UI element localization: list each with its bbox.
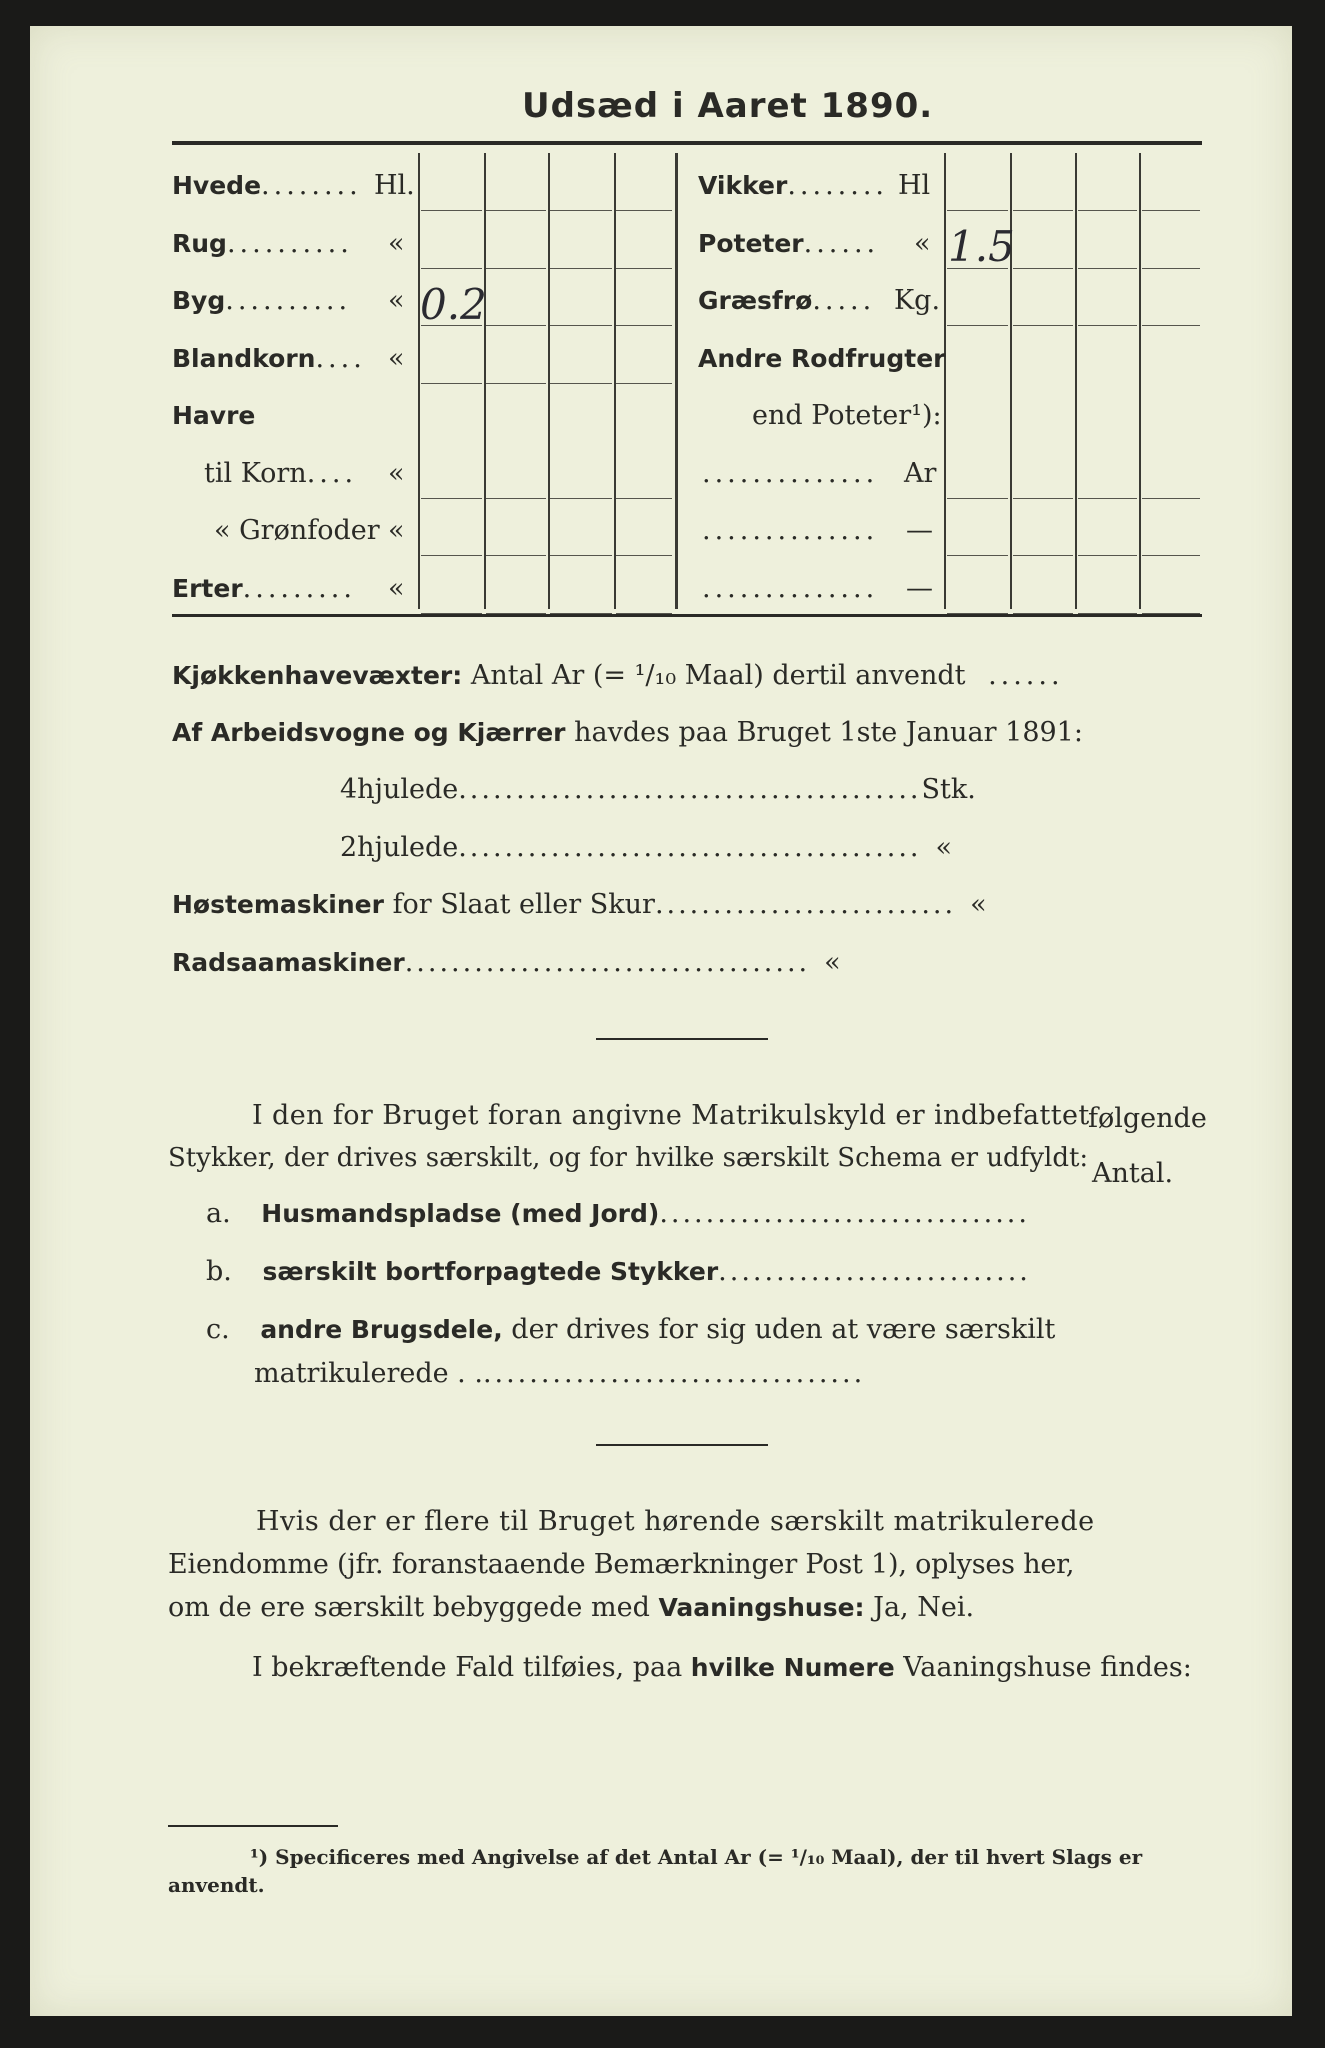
- right-col-divider-4: [1139, 153, 1141, 609]
- right-row-dots: ......: [803, 228, 880, 259]
- right-row-unit: —: [906, 573, 933, 604]
- left-row-unit: «: [388, 343, 405, 374]
- left-col-divider-4: [614, 153, 616, 609]
- left-row-dots: ..........: [226, 228, 353, 259]
- page-title: Udsæd i Aaret 1890.: [522, 86, 934, 126]
- para1-line2: Stykker, der drives særskilt, og for hvilke særskilt Schema er udfyldt:: [168, 1143, 1089, 1173]
- para2-line3c: Ja, Nei.: [873, 1592, 975, 1623]
- left-row-label: til Korn: [204, 458, 307, 489]
- item-c: [206, 1314, 1055, 1345]
- center-divider: [675, 153, 678, 609]
- para3-b: hvilke Numere: [690, 1653, 895, 1682]
- left-col-divider-1: [418, 153, 420, 609]
- left-cell-line: [550, 210, 612, 211]
- left-cell-line: [486, 210, 546, 211]
- left-cell-line: [486, 555, 546, 556]
- para3-a: I bekræftende Fald tilføies, paa: [252, 1652, 683, 1683]
- left-cell-line: [486, 268, 546, 269]
- left-row-dots: .........: [242, 573, 356, 604]
- right-cell-line: [1078, 555, 1137, 556]
- item-c-cont-dots: .................................: [482, 1358, 866, 1389]
- kjokken-bold: Kjøkkenhavevæxter:: [172, 661, 463, 690]
- left-cell-line: [550, 383, 612, 384]
- hjul2-dots: ........................................: [458, 832, 922, 863]
- right-cell-line: [1078, 268, 1137, 269]
- left-row-label: Havre: [172, 401, 256, 430]
- left-cell-line: [616, 383, 672, 384]
- right-row-dots: .....: [812, 285, 876, 316]
- left-cell-line: [486, 383, 546, 384]
- separator-2: [596, 1444, 768, 1446]
- left-row: [172, 170, 362, 201]
- right-row-label: end Poteter¹):: [752, 400, 942, 431]
- kjokken-dots: ......: [988, 660, 1064, 691]
- right-row: [752, 400, 942, 431]
- table-bottom-rule: [172, 614, 1202, 617]
- right-row-dots: ..............: [702, 515, 879, 546]
- item-c-letter: c.: [206, 1314, 230, 1345]
- left-cell-line: [616, 325, 672, 326]
- left-cell-line: [421, 613, 482, 614]
- left-row-dots: ..........: [225, 285, 352, 316]
- left-cell-line: [616, 613, 672, 614]
- right-cell-line: [1013, 325, 1073, 326]
- left-cell-line: [421, 210, 482, 211]
- left-row: [172, 228, 353, 259]
- left-row-dots: ....: [306, 458, 358, 489]
- right-cell-line: [1013, 555, 1073, 556]
- right-row-unit: Kg.: [894, 285, 941, 316]
- left-cell-line: [616, 555, 672, 556]
- right-cell-line: [1142, 210, 1200, 211]
- right-row-label: Poteter: [698, 229, 804, 258]
- right-cell-line: [1013, 210, 1073, 211]
- right-cell-line: [1013, 268, 1073, 269]
- kjokken-line: [172, 660, 1064, 691]
- left-cell-line: [550, 268, 612, 269]
- hoste-text: for Slaat eller Skur: [392, 889, 655, 920]
- right-col-divider-1: [944, 153, 946, 609]
- item-c-cont-text: matrikulerede . .: [254, 1358, 483, 1389]
- item-a-bold: Husmandspladse (med Jord): [261, 1199, 660, 1228]
- right-row: [702, 573, 878, 604]
- left-row-label: Byg: [172, 286, 226, 315]
- left-col-divider-3: [548, 153, 550, 609]
- left-cell-line: [550, 325, 612, 326]
- right-cell-line: [947, 555, 1008, 556]
- left-row-label: Erter: [172, 574, 243, 603]
- right-cell-line: [1013, 613, 1073, 614]
- left-cell-line: [421, 555, 482, 556]
- right-row: [698, 228, 879, 259]
- right-cell-line: [1142, 498, 1200, 499]
- para1-line1: I den for Bruget foran angivne Matrikulskyld er indbefattet: [252, 1100, 1090, 1131]
- right-row-unit: Hl: [898, 170, 931, 201]
- right-cell-line: [1142, 268, 1200, 269]
- right-row-label: Vikker: [698, 171, 788, 200]
- hjul2-label: 2hjulede: [340, 832, 459, 863]
- hjul4-label: 4hjulede: [340, 774, 459, 805]
- para2-line3: [168, 1592, 974, 1623]
- left-cell-line: [616, 268, 672, 269]
- right-cell-line: [947, 498, 1008, 499]
- left-row-unit: «: [388, 573, 405, 604]
- item-b: [206, 1256, 1031, 1287]
- left-cell-line: [421, 498, 482, 499]
- para3-c: Vaaningshuse findes:: [903, 1652, 1192, 1683]
- item-a-letter: a.: [206, 1198, 231, 1229]
- left-col-divider-2: [484, 153, 486, 609]
- left-row-label: Hvede: [172, 171, 262, 200]
- item-b-dots: ...........................: [718, 1256, 1031, 1287]
- right-row-label: Græsfrø: [698, 286, 813, 315]
- kjokken-text: Antal Ar (= ¹/₁₀ Maal) dertil anvendt: [470, 660, 966, 691]
- right-row: [698, 343, 946, 374]
- left-cell-line: [616, 210, 672, 211]
- left-cell-line: [550, 498, 612, 499]
- left-row: [214, 515, 380, 546]
- right-row-dots: ..............: [702, 573, 879, 604]
- vogne-text: havdes paa Bruget 1ste Januar 1891:: [574, 717, 1083, 748]
- right-cell-line: [1142, 555, 1200, 556]
- left-cell-line: [421, 383, 482, 384]
- left-row-label: Blandkorn: [172, 344, 316, 373]
- separator-1: [596, 1038, 768, 1040]
- right-row-label: Andre Rodfrugter: [698, 344, 946, 373]
- rad-unit: «: [824, 947, 841, 978]
- left-cell-line: [486, 498, 546, 499]
- hoste-dots: ..........................: [654, 889, 957, 920]
- left-cell-line: [486, 325, 546, 326]
- right-row: [702, 515, 878, 546]
- right-row: [698, 285, 875, 316]
- left-row: [172, 285, 351, 316]
- left-cell-line: [421, 268, 482, 269]
- right-row: [702, 458, 878, 489]
- right-cell-line: [1078, 498, 1137, 499]
- para2-line2: Eiendomme (jfr. foranstaaende Bemærkninger Post 1), oplyses her,: [168, 1549, 1075, 1580]
- left-row-unit: «: [388, 515, 405, 546]
- left-row-unit: «: [388, 458, 405, 489]
- right-cell-line: [1142, 613, 1200, 614]
- hoste-line: [172, 889, 987, 920]
- hjul4-dots: ........................................: [458, 774, 922, 805]
- right-cell-line: [947, 210, 1008, 211]
- left-row: [172, 400, 255, 431]
- right-cell-line: [947, 613, 1008, 614]
- left-row: [172, 573, 356, 604]
- hjul2-unit: «: [935, 832, 953, 863]
- item-c-cont: [254, 1358, 865, 1389]
- right-cell-line: [1013, 498, 1073, 499]
- footnote-line1: ¹) Specificeres med Angivelse af det Antal Ar (= ¹/₁₀ Maal), der til hvert Slags er: [250, 1845, 1143, 1869]
- para1-antal: Antal.: [1092, 1158, 1174, 1189]
- right-row-dots: ........: [787, 170, 889, 201]
- item-b-letter: b.: [206, 1256, 232, 1287]
- right-cell-line: [1078, 613, 1137, 614]
- right-row: [698, 170, 888, 201]
- rad-bold: Radsaamaskiner: [172, 948, 405, 977]
- left-row: [204, 458, 357, 489]
- left-row: [172, 343, 366, 374]
- item-c-text: der drives for sig uden at være særskilt: [511, 1314, 1056, 1345]
- left-row-label: Rug: [172, 229, 227, 258]
- hoste-bold: Høstemaskiner: [172, 890, 384, 919]
- para2-line3a: om de ere særskilt bebyggede med: [168, 1592, 650, 1623]
- right-cell-line: [947, 325, 1008, 326]
- left-row-label: « Grønfoder: [214, 515, 380, 546]
- rad-line: [172, 947, 841, 978]
- hjul4-unit: Stk.: [921, 774, 976, 805]
- para1-line1-right: følgende: [1088, 1103, 1207, 1134]
- item-c-bold: andre Brugsdele,: [260, 1315, 503, 1344]
- left-cell-line: [550, 555, 612, 556]
- hjul2-line: [340, 832, 952, 863]
- item-b-bold: særskilt bortforpagtede Stykker: [262, 1257, 719, 1286]
- rad-dots: ...................................: [404, 947, 811, 978]
- hjul4-line: [340, 774, 976, 805]
- left-cell-line: [486, 613, 546, 614]
- hoste-unit: «: [970, 889, 987, 920]
- left-cell-line: [550, 613, 612, 614]
- right-col-divider-3: [1075, 153, 1077, 609]
- poteter-value: 1.5: [948, 222, 1015, 271]
- footnote-line2: anvendt.: [168, 1873, 265, 1897]
- vogne-bold: Af Arbeidsvogne og Kjærrer: [172, 718, 566, 747]
- left-cell-line: [616, 498, 672, 499]
- item-a-dots: ................................: [659, 1198, 1030, 1229]
- left-row-unit: «: [388, 228, 405, 259]
- right-cell-line: [1078, 325, 1137, 326]
- left-row-dots: ........: [261, 170, 362, 201]
- right-row-unit: —: [906, 515, 933, 546]
- item-a: [206, 1198, 1030, 1229]
- right-cell-line: [1142, 325, 1200, 326]
- para3-line: [252, 1652, 1192, 1683]
- vogne-line: [172, 717, 1083, 748]
- byg-value: 0.2: [420, 280, 487, 329]
- para2-line1: Hvis der er flere til Bruget hørende særskilt matrikulerede: [256, 1506, 1095, 1537]
- left-row-unit: «: [388, 285, 405, 316]
- right-row-unit: Ar: [904, 458, 937, 489]
- left-row-unit: Hl.: [374, 170, 415, 201]
- title-rule: [172, 141, 1202, 145]
- left-row-dots: ....: [315, 343, 366, 374]
- right-row-dots: ..............: [702, 458, 879, 489]
- right-cell-line: [1078, 210, 1137, 211]
- para2-line3b: Vaaningshuse:: [658, 1593, 865, 1622]
- right-row-unit: «: [914, 228, 931, 259]
- footnote-rule: [168, 1825, 338, 1827]
